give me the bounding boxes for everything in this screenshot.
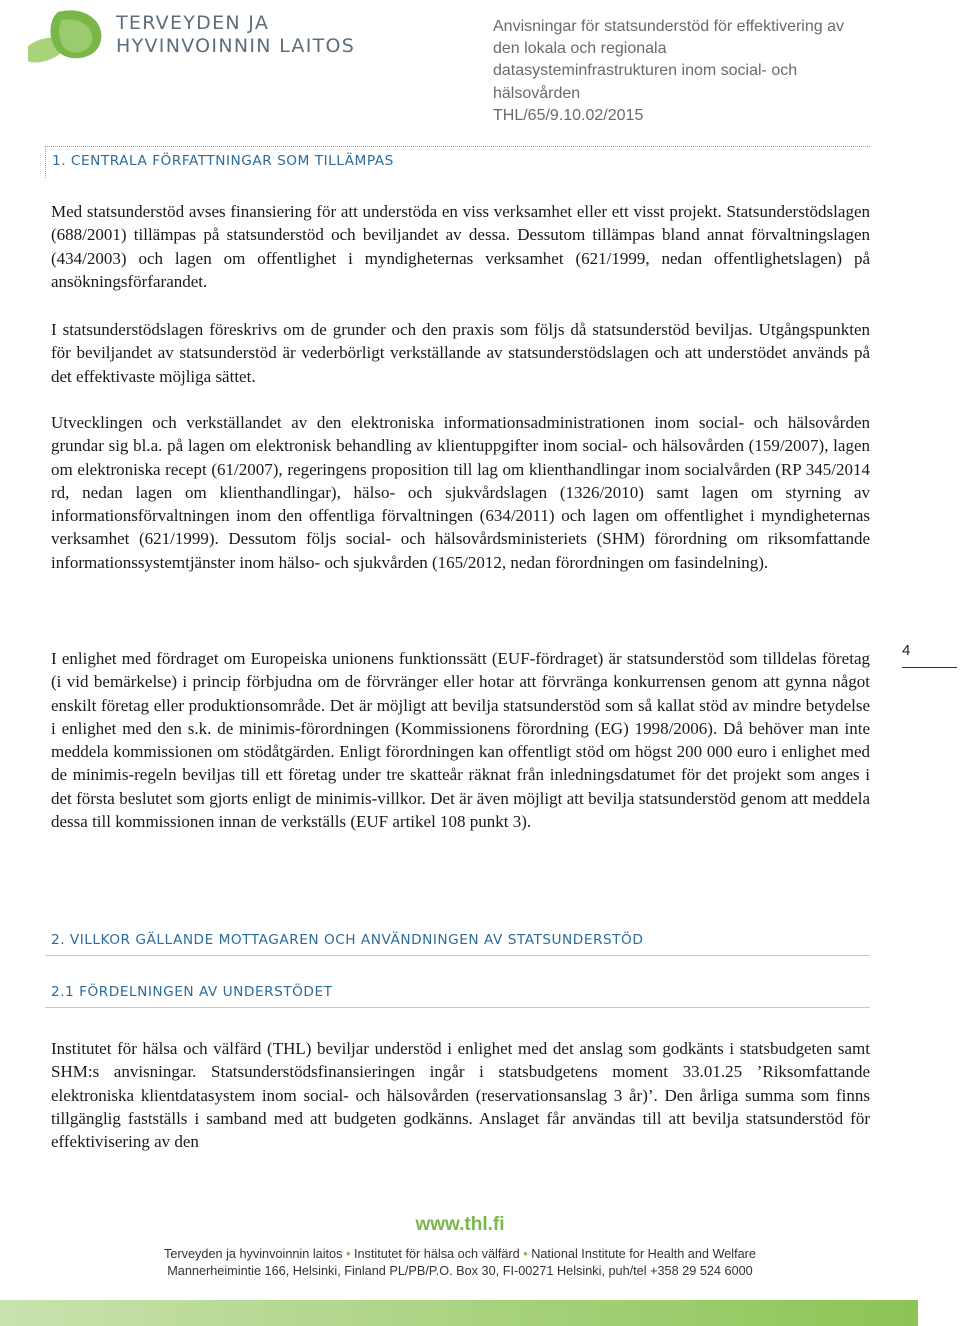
footer-green-bar	[0, 1300, 918, 1326]
section-1-paragraph: I enlighet med fördraget om Europeiska unionens funktionssätt (EUF-fördraget) är statsunderstöd som tilldelas företag (i vid bemärkelse) i princip förbjudna om de förvränger eller hotar att förvränga konkurrensen genom att gynna något enskilt företag eller produktionsområde. Det är möjligt att bevilja statsunderstöd som så kallat stöd av mindre betydelse i enlighet med den s.k. de minimis-förordningen (Kommissionens förordning (EG) 1998/2006). Då behöver man inte meddela kommissionen om stödåtgärden. Enligt förordningen kan offentligt stöd om högst 200 000 euro i enlighet med de minimis-regeln beviljas till ett företag under tre skatteår räknat från inledningsdatumet för det projekt som anges i det första beslutet som gjorts enligt de minimis-villkor. Det är även möjligt att bevilja statsunderstöd genom att meddela dessa till kommissionen innan de verkställs (EUF artikel 108 punkt 3).	[51, 649, 870, 832]
doc-title-line: Anvisningar för statsunderstöd för effektivering av	[493, 18, 844, 35]
doc-title-line: hälsovården	[493, 84, 581, 102]
footer-address: Mannerheimintie 166, Helsinki, Finland PL/PB/P.O. Box 30, FI-00271 Helsinki, puh/tel +358 29 524 6000	[167, 1264, 753, 1278]
section-2-1-heading: 2.1 FÖRDELNINGEN AV UNDERSTÖDET	[45, 972, 870, 1008]
footer-separator: •	[523, 1247, 528, 1261]
section-1-paragraph: I statsunderstödslagen föreskrivs om de grunder och den praxis som följs då statsunderstöd beviljas. Utgångspunkten för beviljandet av statsunderstöd är vederbörligt verkställande av statsunderstödslagen och att understödet används på det effektivaste möjliga sättet.	[51, 320, 870, 386]
document-header	[493, 16, 933, 127]
thl-leaf-icon	[28, 4, 112, 68]
footer-org-name-fi: Terveyden ja hyvinvoinnin laitos	[164, 1247, 343, 1261]
org-name-line1: TERVEYDEN JA	[116, 12, 270, 34]
footer-website-link[interactable]: www.thl.fi	[415, 1214, 505, 1235]
doc-title-line: den lokala och regionala	[493, 40, 667, 58]
section-2-heading: 2. VILLKOR GÄLLANDE MOTTAGAREN OCH ANVÄNDNINGEN AV STATSUNDERSTÖD	[45, 920, 870, 956]
doc-title-line: datasysteminfrastrukturen inom social- och	[493, 62, 798, 80]
org-name-line2: HYVINVOINNIN LAITOS	[116, 35, 356, 57]
doc-reference: THL/65/9.10.02/2015	[493, 106, 644, 124]
section-1-paragraph: Med statsunderstöd avses finansiering för att understöda en viss verksamhet eller ett visst projekt. Statsunderstödslagen (688/2001) tillämpas på statsunderstöd och beviljandet av dessa. Dessutom tillämpas bland annat förvaltningslagen (434/2003) och lagen om offentlighet i myndigheternas verksamhet (621/1999, nedan offentlighetslagen) på ansökningsförfarandet.	[51, 202, 870, 291]
section-1-paragraph: Utvecklingen och verkställandet av den elektroniska informationsadministrationen inom social- och hälsovården grundar sig bl.a. på lagen om elektronisk behandling av klientuppgifter inom social- och hälsovården (159/2007), lagen om elektroniska recept (61/2007), regeringens proposition till lag om klienthandlingar inom socialvården (RP 345/2014 rd, nedan lagen om klienthandlingar), hälso- och sjukvårdslagen (1326/2010) samt lagen om styrning av informationsförvaltningen inom den offentliga förvaltningen (634/2011) och lagen om offentlighet i myndigheternas verksamhet (621/1999). Dessutom följs social- och hälsovårdsministeriets (SHM) förordning om riksomfattande informationssystemtjänster inom hälso- och sjukvården (165/2012, nedan förordningen om fasindelning).	[51, 413, 870, 572]
page-number: 4	[902, 642, 957, 668]
section-2-1-paragraph: Institutet för hälsa och välfärd (THL) beviljar understöd i enlighet med det anslag som godkänts i statsbudgeten samt SHM:s anvisningar. Statsunderstödsfinansieringen ingår i statsbudgetens moment 33.01.25 ’Riksomfattande elektroniska klientdatasystem inom social- och hälsovården (reservationsanslag 3 år)’. Den årliga summa som finns tillgänglig fastställs i samband med att budgeten godkänns. Anslaget får användas till att bevilja statsunderstöd för effektivisering av den	[51, 1039, 870, 1152]
footer-org-name-sv: Institutet för hälsa och välfärd	[353, 1247, 520, 1261]
footer-org-names	[0, 1247, 920, 1261]
thl-logo	[28, 4, 368, 68]
footer-org-name-en: National Institute for Health and Welfare	[531, 1247, 756, 1261]
section-1-heading: 1. CENTRALA FÖRFATTNINGAR SOM TILLÄMPAS	[45, 146, 870, 178]
footer-separator: •	[345, 1247, 351, 1261]
org-name	[116, 12, 355, 58]
